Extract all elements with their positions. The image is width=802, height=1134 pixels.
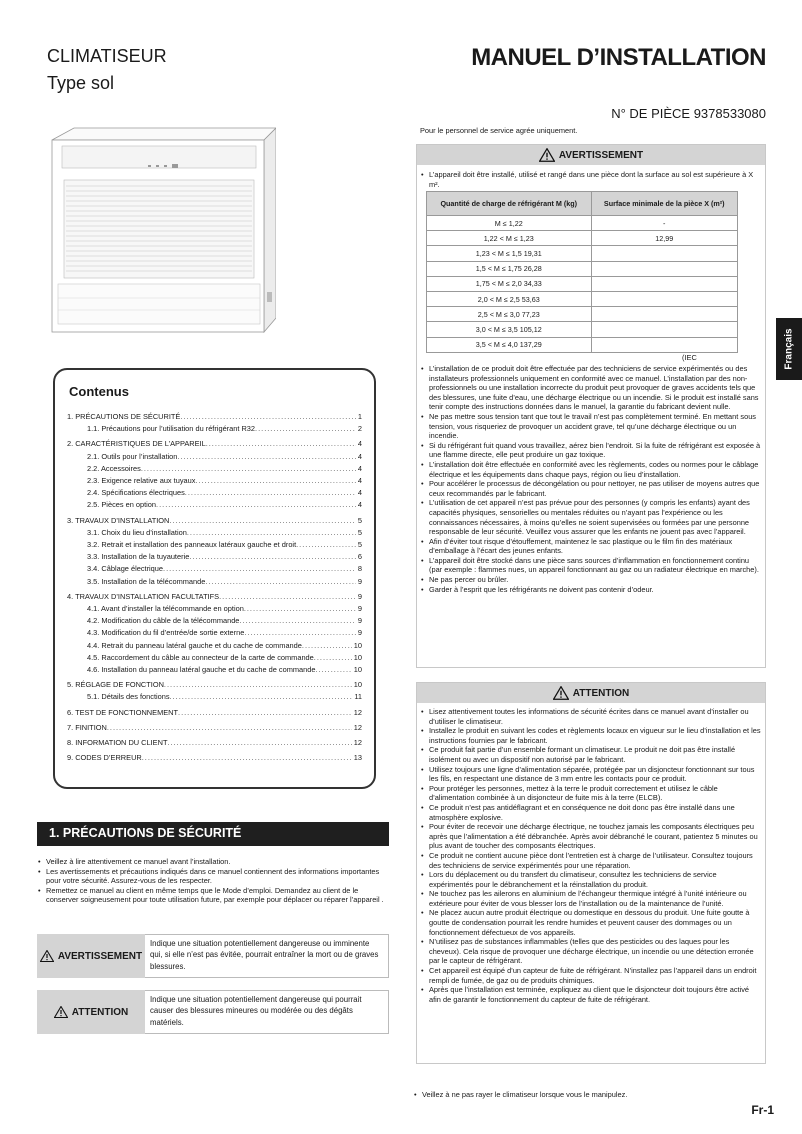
warning-title: AVERTISSEMENT: [558, 149, 644, 161]
toc-entry-page: 10: [353, 680, 362, 690]
contents-title: Contenus: [69, 384, 129, 399]
toc-leader: [302, 640, 352, 652]
list-item: • L’installation de ce produit doit être effectuée par des techniciens de service expérimentés ou des installateurs professionnels uniquement en conformité avec ce manuel. L’installation par des non-professionnels ou une installation incorrecte du produit peut provoquer de graves accidents tels que des blessures, une fuite d’eau, une décharge électrique ou un incendie. Si le produit est installé sans tenir compte des instructions données dans le manuel, la garantie du fabricant devient nulle.: [421, 364, 761, 412]
toc-entry: [67, 475, 362, 487]
intro-item: • Les avertissements et précautions indiqués dans ce manuel contiennent des informations importantes pour votre sécurité. Assurez-vous de les respecter.: [38, 867, 388, 886]
toc-entry-page: 11: [354, 692, 362, 702]
table-cell: M ≤ 1,22: [427, 216, 592, 231]
list-item: • Ce produit fait partie d’un ensemble formant un climatiseur. Le produit ne doit pas être installé isolément ou avec un dispositif non autorisé par le fabricant.: [421, 745, 761, 764]
contents-list: [67, 411, 362, 764]
toc-leader: [163, 563, 356, 575]
list-item: • Ne touchez pas les ailerons en aluminium de l’échangeur thermique intégré à l’unité intérieure ou extérieure pour éviter de vous blesser lors de l’installation ou de la maintenance de l’unité.: [421, 889, 761, 908]
toc-entry: [67, 563, 362, 575]
toc-entry: [67, 752, 362, 764]
toc-entry-page: 1: [357, 412, 362, 421]
toc-entry-page: 13: [353, 753, 362, 763]
list-item: • Installez le produit en suivant les codes et règlements locaux en vigueur sur le lieu d’installation et les instructions fournies par le fabricant.: [421, 726, 761, 745]
table-row: [427, 216, 738, 231]
toc-leader: [219, 591, 356, 603]
toc-entry: [67, 576, 362, 588]
list-item: • Ce produit ne contient aucune pièce dont l’entretien est à charge de l’utilisateur. Consultez toujours des techniciens de service expérimentés pour une réparation.: [421, 851, 761, 870]
toc-entry-title: 1.1. Précautions pour l’utilisation du réfrigérant R32: [87, 424, 256, 434]
toc-leader: [244, 627, 356, 639]
toc-entry: [67, 615, 362, 627]
toc-leader: [244, 603, 356, 615]
toc-leader: [206, 438, 356, 450]
toc-entry-page: 12: [353, 722, 362, 732]
table-row: [427, 231, 738, 246]
table-cell: 3,0 < M ≤ 3,5 105,12: [427, 322, 592, 337]
toc-entry-title: 2.3. Exigence relative aux tuyaux: [87, 476, 196, 486]
list-item: • N’utilisez pas de substances inflammables (telles que des pesticides ou des laques pour les cheveux). Cela risque de provoquer une décharge électrique, un incendie ou une détection erronée par le capteur de réfrigérant.: [421, 937, 761, 966]
toc-entry-title: 4. TRAVAUX D’INSTALLATION FACULTATIFS: [67, 591, 220, 601]
table-cell: -: [591, 216, 738, 231]
toc-entry: [67, 603, 362, 615]
toc-entry: [67, 737, 362, 749]
toc-entry-title: 4.3. Modification du fil d’entrée/de sortie externe: [87, 628, 245, 638]
toc-leader: [205, 576, 356, 588]
toc-leader: [239, 615, 355, 627]
toc-entry-page: 4: [357, 488, 362, 498]
page-number: Fr-1: [751, 1103, 774, 1117]
toc-entry-page: 5: [357, 527, 362, 537]
toc-entry-title: 7. FINITION: [67, 722, 107, 732]
toc-entry-title: 2.4. Spécifications électriques: [87, 488, 185, 498]
toc-entry-page: 5: [357, 540, 362, 550]
warning-intro: • L’appareil doit être installé, utilisé et rangé dans une pièce dont la surface au sol est supérieure à X m².: [421, 170, 761, 189]
list-item: • Si du réfrigérant fuit quand vous travaillez, aérez bien l’endroit. Si la fuite de réfrigérant est exposée à une flamme directe, elle peut produire un gaz toxique.: [421, 441, 761, 460]
toc-leader: [185, 487, 356, 499]
toc-entry: [67, 664, 362, 676]
toc-leader: [315, 664, 351, 676]
table-cell: 3,5 < M ≤ 4,0 137,29: [427, 337, 592, 352]
signal-caution-text: ATTENTION: [71, 1006, 129, 1018]
toc-entry: [67, 652, 362, 664]
table-cell: 2,0 < M ≤ 2,5 53,63: [427, 291, 592, 306]
table-row: [427, 337, 738, 352]
toc-leader: [189, 551, 356, 563]
list-item: • L’installation doit être effectuée en conformité avec les règlements, codes ou normes pour le câblage électrique et les équipements dans chaque pays, région ou lieu d’installation.: [421, 460, 761, 479]
toc-entry-title: 3.2. Retrait et installation des panneaux latéraux gauche et droit: [87, 540, 297, 550]
list-item: • L’appareil doit être stocké dans une pièce sans sources d’inflammation en fonctionnement continu (par exemple : flammes nues, un appareil fonctionnant au gaz ou un radiateur électrique en marche).: [421, 556, 761, 575]
toc-entry: [67, 707, 362, 719]
toc-entry: [67, 691, 362, 703]
list-item: • Ne pas mettre sous tension tant que tout le travail n’est pas complètement terminé. En mettant sous tension, vous risqueriez de provoquer un accident grave, tel qu’une décharge électrique ou un incendie.: [421, 412, 761, 441]
table-cell: 12,99: [591, 231, 738, 246]
table-row: [427, 276, 738, 291]
toc-entry: [67, 423, 362, 435]
list-item: • Pour protéger les personnes, mettez à la terre le produit correctement et utilisez le câble d’alimentation combinée à un disjoncteur de fuite mis à la terre (ELCB).: [421, 784, 761, 803]
toc-entry: [67, 515, 362, 527]
list-item: • Pour accélérer le processus de décongélation ou pour nettoyer, ne pas utiliser de moyens autres que ceux recommandés par le fabricant.: [421, 479, 761, 498]
table-cell: [591, 337, 738, 352]
signal-warning-label: [37, 934, 145, 978]
toc-entry: [67, 539, 362, 551]
toc-entry-page: 9: [357, 604, 362, 614]
toc-leader: [170, 691, 353, 703]
table-header-charge: Quantité de charge de réfrigérant M (kg): [427, 192, 592, 216]
toc-entry-title: 5.1. Détails des fonctions: [87, 692, 170, 702]
toc-entry-page: 12: [353, 738, 362, 748]
toc-entry: [67, 527, 362, 539]
language-tab-label: Français: [783, 328, 795, 370]
toc-leader: [142, 752, 352, 764]
caution-list: [421, 707, 761, 1004]
table-cell: 1,75 < M ≤ 2,0 34,33: [427, 276, 592, 291]
list-item: • Après que l’installation est terminée, expliquez au client que le disjoncteur doit toujours être activé afin de garantir le fonctionnement du capteur de fuite de réfrigérant.: [421, 985, 761, 1004]
toc-entry-title: 1. PRÉCAUTIONS DE SÉCURITÉ: [67, 412, 181, 421]
toc-entry-title: 3. TRAVAUX D’INSTALLATION: [67, 515, 170, 525]
warning-triangle-icon: [539, 148, 555, 162]
toc-entry-title: 4.2. Modification du câble de la télécommande: [87, 616, 240, 626]
handling-note: • Veillez à ne pas rayer le climatiseur lorsque vous le manipulez.: [414, 1090, 802, 1099]
toc-entry: [67, 591, 362, 603]
toc-entry-title: 5. RÉGLAGE DE FONCTION: [67, 680, 164, 690]
toc-entry-title: 2.5. Pièces en option: [87, 500, 157, 510]
toc-entry-page: 2: [357, 424, 362, 434]
toc-entry-title: 3.5. Installation de la télécommande: [87, 576, 206, 586]
warning-triangle-icon: [553, 686, 569, 700]
toc-entry-page: 4: [357, 439, 362, 449]
warning-list: [421, 364, 761, 594]
toc-entry-page: 9: [357, 616, 362, 626]
warning-heading: [417, 145, 765, 165]
toc-entry-page: 4: [357, 500, 362, 510]
warning-triangle-icon: [54, 1006, 68, 1018]
table-row: [427, 307, 738, 322]
part-number: N° DE PIÈCE 9378533080: [611, 106, 766, 121]
list-item: • Lors du déplacement ou du transfert du climatiseur, consultez les techniciens de service expérimentés pour le débranchement et la réinstallation du produit.: [421, 870, 761, 889]
service-note: Pour le personnel de service agrée uniquement.: [420, 126, 578, 135]
contents-box: [53, 368, 376, 789]
table-cell: 1,23 < M ≤ 1,5 19,31: [427, 246, 592, 261]
table-row: [427, 246, 738, 261]
table-row: [427, 291, 738, 306]
toc-leader: [255, 423, 356, 435]
table-cell: [591, 276, 738, 291]
list-item: • Garder à l’esprit que les réfrigérants ne doivent pas contenir d’odeur.: [421, 585, 761, 595]
toc-entry-title: 8. INFORMATION DU CLIENT: [67, 738, 168, 748]
toc-entry-page: 10: [353, 665, 362, 675]
toc-leader: [180, 411, 356, 423]
toc-entry-title: 6. TEST DE FONCTIONNEMENT: [67, 707, 179, 717]
intro-item: • Veillez à lire attentivement ce manuel avant l’installation.: [38, 857, 388, 867]
manual-title: MANUEL D’INSTALLATION: [471, 44, 766, 71]
toc-leader: [169, 515, 355, 527]
toc-entry-page: 4: [357, 451, 362, 461]
section-heading: 1. PRÉCAUTIONS DE SÉCURITÉ: [37, 822, 389, 846]
toc-entry: [67, 640, 362, 652]
toc-leader: [195, 475, 355, 487]
signal-warning-text: AVERTISSEMENT: [57, 950, 143, 962]
refrigerant-table: [426, 191, 738, 353]
toc-entry: [67, 487, 362, 499]
signal-caution-row: [37, 990, 389, 1034]
toc-leader: [156, 499, 356, 511]
signal-caution-label: [37, 990, 145, 1034]
toc-entry: [67, 627, 362, 639]
toc-leader: [187, 527, 356, 539]
table-cell: [591, 261, 738, 276]
warning-triangle-icon: [40, 950, 54, 962]
signal-warning-description: Indique une situation potentiellement dangereuse ou imminente qui, si elle n’est pas évitée, pourrait entraîner la mort ou de graves blessures.: [145, 934, 389, 978]
toc-entry-page: 9: [357, 591, 362, 601]
table-header-area: Surface minimale de la pièce X (m²): [591, 192, 738, 216]
toc-entry: [67, 411, 362, 423]
list-item: • Lisez attentivement toutes les informations de sécurité écrites dans ce manuel avant d’installer ou d’utiliser le climatiseur.: [421, 707, 761, 726]
caution-heading: [417, 683, 765, 703]
table-cell: 2,5 < M ≤ 3,0 77,23: [427, 307, 592, 322]
table-cell: [591, 291, 738, 306]
table-row: [427, 261, 738, 276]
caution-title: ATTENTION: [572, 687, 630, 699]
toc-entry-title: 4.4. Retrait du panneau latéral gauche et du cache de commande: [87, 640, 302, 650]
toc-entry-page: 6: [357, 552, 362, 562]
toc-entry: [67, 438, 362, 450]
toc-entry: [67, 499, 362, 511]
toc-entry: [67, 722, 362, 734]
toc-leader: [177, 451, 355, 463]
toc-leader: [141, 463, 356, 475]
list-item: • Afin d’éviter tout risque d’étouffement, maintenez le sac plastique ou le film fin des matériaux d’emballage à l’écart des jeunes enfants.: [421, 537, 761, 556]
toc-entry-page: 10: [353, 640, 362, 650]
toc-entry-page: 9: [357, 628, 362, 638]
toc-entry-title: 3.3. Installation de la tuyauterie: [87, 552, 190, 562]
toc-entry-page: 9: [357, 576, 362, 586]
toc-entry-title: 2.1. Outils pour l’installation: [87, 451, 178, 461]
toc-entry-page: 8: [357, 564, 362, 574]
toc-entry-page: 5: [357, 515, 362, 525]
table-cell: 1,5 < M ≤ 1,75 26,28: [427, 261, 592, 276]
toc-entry: [67, 679, 362, 691]
toc-leader: [107, 722, 352, 734]
list-item: • L’utilisation de cet appareil n’est pas prévue pour des personnes (y compris les enfants) ayant des capacités physiques, sensorielles ou mentales réduites ou n’ayant pas l’expérience ou les connaissances nécessaires, à moins qu’elles ne soient supervisées ou formées par une personne responsable de leur sécurité. Veuillez vous assurer que les enfants ne jouent pas avec l’appareil.: [421, 498, 761, 536]
toc-entry-page: 10: [353, 652, 362, 662]
toc-leader: [164, 679, 352, 691]
iec-note: (IEC: [682, 353, 697, 362]
floor-unit-illustration: [44, 122, 276, 338]
toc-entry: [67, 451, 362, 463]
list-item: • Utilisez toujours une ligne d’alimentation séparée, protégée par un disjoncteur fonctionnant sur tous les fils, en respectant une distance de 3 mm entre les contacts pour ce produit.: [421, 765, 761, 784]
toc-entry-title: 4.5. Raccordement du câble au connecteur de la carte de commande: [87, 652, 314, 662]
toc-entry-title: 4.6. Installation du panneau latéral gauche et du cache de commande: [87, 665, 316, 675]
list-item: • Ce produit n’est pas antidéflagrant et en conséquence ne doit donc pas être installé dans une atmosphère explosive.: [421, 803, 761, 822]
list-item: • Cet appareil est équipé d’un capteur de fuite de réfrigérant. N’installez pas l’appareil dans un endroit rempli de fumée, de gaz ou de produits chimiques.: [421, 966, 761, 985]
toc-leader: [314, 652, 352, 664]
list-item: • Pour éviter de recevoir une décharge électrique, ne touchez jamais les composants électriques peu après que l’alimentation a été débranchée. Après avoir débranché le courant, patientez 5 minutes ou plus avant de toucher des composants électriques.: [421, 822, 761, 851]
toc-leader: [167, 737, 351, 749]
table-row: [427, 322, 738, 337]
list-item: • Ne pas percer ou brûler.: [421, 575, 761, 585]
table-cell: [591, 307, 738, 322]
intro-item: • Remettez ce manuel au client en même temps que le Mode d’emploi. Demandez au client de le conserver soigneusement pour toute utilisation future, par exemple pour déplacer ou réparer l’appareil .: [38, 886, 388, 905]
toc-entry-page: 4: [357, 476, 362, 486]
toc-entry: [67, 463, 362, 475]
section-intro: [38, 857, 388, 905]
toc-entry-title: 3.4. Câblage électrique: [87, 564, 164, 574]
toc-leader: [178, 707, 352, 719]
table-cell: [591, 322, 738, 337]
product-name: CLIMATISEUR: [47, 46, 167, 66]
toc-entry: [67, 551, 362, 563]
toc-entry-title: 2. CARACTÉRISTIQUES DE L’APPAREIL: [67, 439, 206, 449]
language-tab: [776, 318, 802, 380]
signal-caution-description: Indique une situation potentiellement dangereuse qui pourrait causer des blessures mineures ou modérée ou des dégâts matériels.: [145, 990, 389, 1034]
toc-entry-page: 12: [353, 707, 362, 717]
toc-entry-title: 2.2. Accessoires: [87, 463, 141, 473]
list-item: • Ne placez aucun autre produit électrique ou domestique en dessous du produit. Une fuite goutte à goutte de condensation pourrait les rendre humides et peuvent causer des dommages ou un fonctionnement défectueux de vos appareils.: [421, 908, 761, 937]
toc-entry-title: 4.1. Avant d’installer la télécommande en option: [87, 604, 244, 614]
toc-entry-page: 4: [357, 463, 362, 473]
table-cell: 1,22 < M ≤ 1,23: [427, 231, 592, 246]
toc-entry-title: 3.1. Choix du lieu d’installation: [87, 527, 187, 537]
product-type: Type sol: [47, 73, 115, 93]
table-cell: [591, 246, 738, 261]
toc-entry-title: 9. CODES D’ERREUR: [67, 753, 142, 763]
signal-warning-row: [37, 934, 389, 978]
toc-leader: [296, 539, 356, 551]
